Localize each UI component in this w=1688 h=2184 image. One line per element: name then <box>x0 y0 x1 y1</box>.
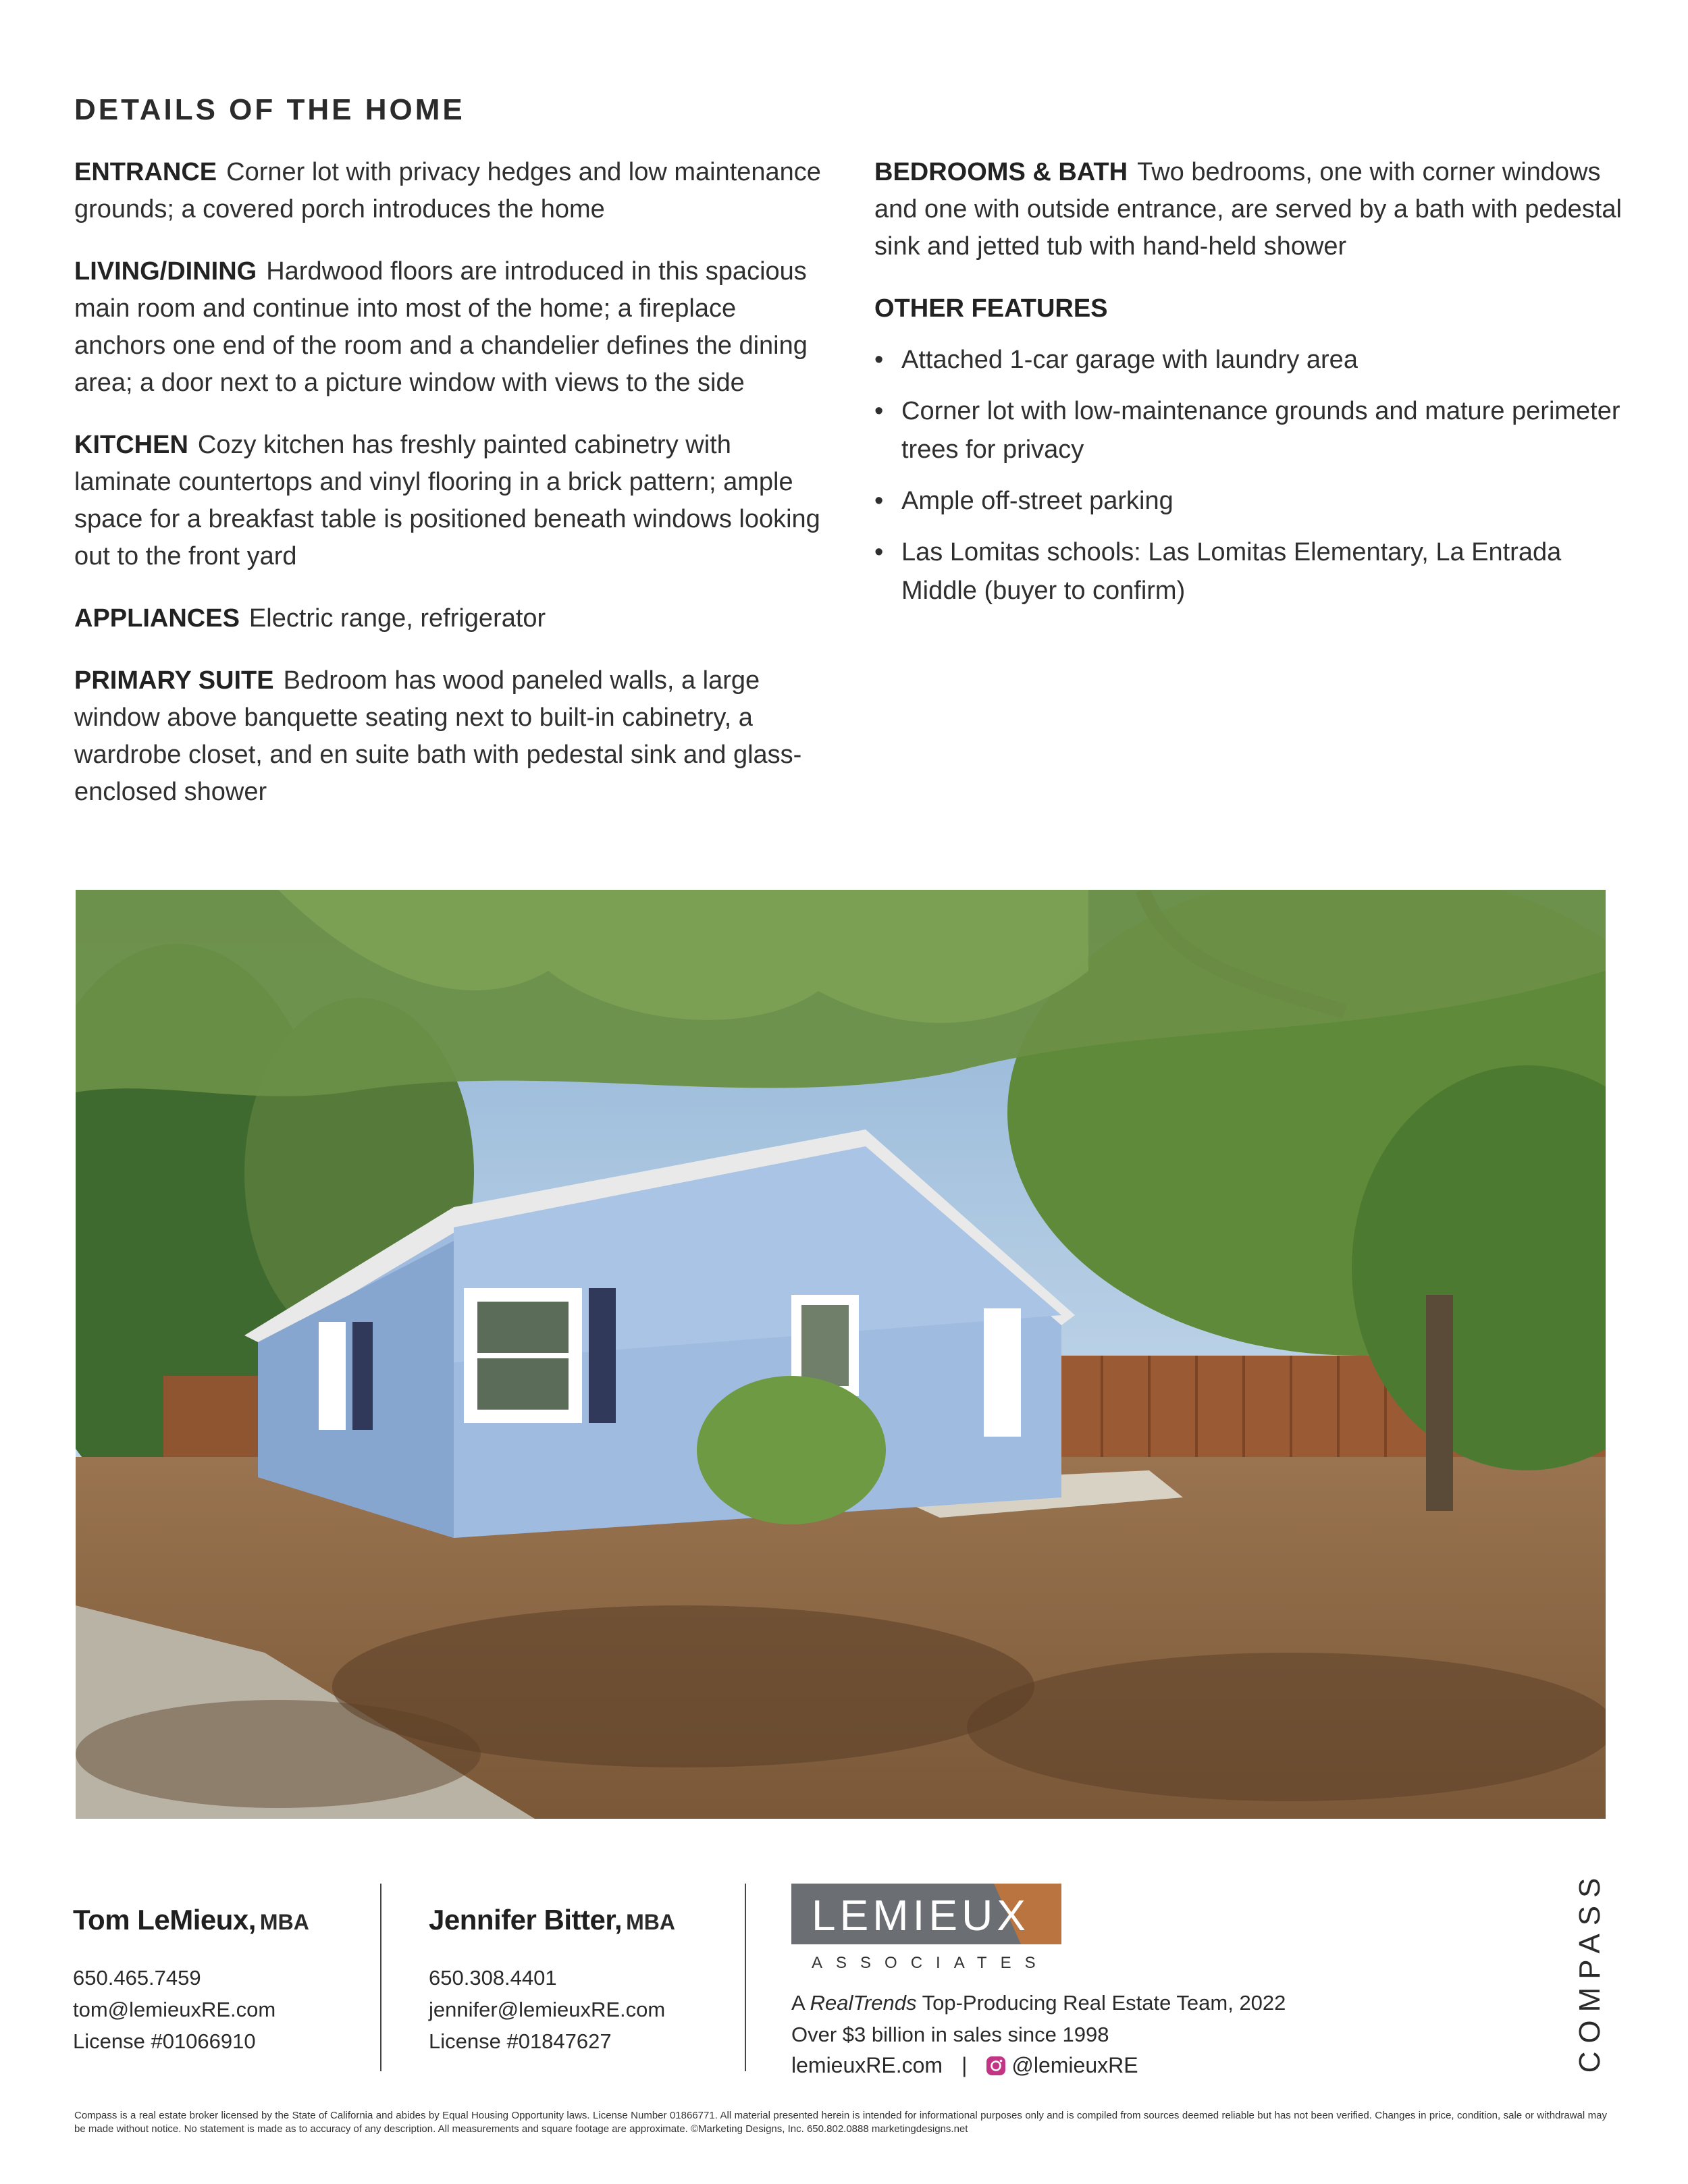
features-list <box>874 341 1631 610</box>
brokerage-name: COMPASS <box>1573 1869 1606 2073</box>
detail-text: Electric range, refrigerator <box>248 604 546 633</box>
detail-living-dining <box>74 253 830 402</box>
agent-card <box>73 1904 309 2057</box>
detail-kitchen <box>74 427 830 575</box>
agent-phone[interactable]: 650.308.4401 <box>429 1966 557 1990</box>
section-title: DETAILS OF THE HOME <box>74 93 465 126</box>
team-logo <box>791 1884 1061 1973</box>
detail-lead: PRIMARY SUITE <box>74 666 274 695</box>
detail-text: Cozy kitchen has freshly painted cabinetry with laminate countertops and vinyl flooring in a brick pattern; ample space for a breakfast table is positioned beneath windows looking out to the front yard <box>74 431 820 570</box>
agent-credential: MBA <box>626 1910 675 1934</box>
feature-text: Las Lomitas schools: Las Lomitas Elementary, La Entrada Middle (buyer to confirm) <box>901 538 1562 605</box>
tagline-rest: Top-Producing Real Estate Team, 2022 <box>922 1991 1286 2015</box>
detail-text: Two bedrooms, one with corner windows and one with outside entrance, are served by a bath with pedestal sink and jetted tub with hand-held shower <box>874 158 1622 261</box>
agent-license: License #01847627 <box>429 2029 612 2053</box>
detail-lead: ENTRANCE <box>74 158 217 186</box>
detail-primary-suite <box>74 662 830 811</box>
detail-lead: LIVING/DINING <box>74 257 257 286</box>
instagram-handle[interactable]: @lemieuxRE <box>1011 2053 1138 2077</box>
agent-name-line <box>429 1904 675 1936</box>
team-sales: Over $3 billion in sales since 1998 <box>791 2023 1109 2046</box>
team-contact-row <box>791 2053 1138 2078</box>
logo-badge <box>791 1884 1061 1944</box>
agent-contact <box>73 1962 309 2057</box>
team-tagline <box>791 1987 1286 2019</box>
bullet-icon: • <box>874 397 884 425</box>
list-item <box>874 392 1631 469</box>
agent-card <box>429 1904 675 2057</box>
details-right-column <box>874 154 1631 623</box>
separator: | <box>961 2053 968 2077</box>
agent-phone[interactable]: 650.465.7459 <box>73 1966 201 1990</box>
feature-text: Attached 1-car garage with laundry area <box>901 346 1358 374</box>
detail-text: Hardwood floors are introduced in this spacious main room and continue into most of the home; a fireplace anchors one end of the room and a chandelier defines the dining area; a door next to a picture window with views to the side <box>74 257 808 397</box>
brokerage-logo <box>1570 1869 1610 2073</box>
details-left-column <box>74 154 830 836</box>
feature-text: Corner lot with low-maintenance grounds and mature perimeter trees for privacy <box>901 397 1620 464</box>
agent-license: License #01066910 <box>73 2029 256 2053</box>
tagline-brand: RealTrends <box>810 1991 917 2015</box>
detail-text: Bedroom has wood paneled walls, a large window above banquette seating next to built-in cabinetry, a wardrobe closet, and en suite bath with pedestal sink and glass-enclosed shower <box>74 666 802 806</box>
divider <box>380 1884 381 2071</box>
divider <box>745 1884 746 2071</box>
agent-email[interactable]: jennifer@lemieuxRE.com <box>429 1998 666 2021</box>
property-photo <box>76 890 1606 1819</box>
agent-contact <box>429 1962 675 2057</box>
agent-email[interactable]: tom@lemieuxRE.com <box>73 1998 276 2021</box>
agent-credential: MBA <box>259 1910 309 1934</box>
feature-text: Ample off-street parking <box>901 487 1173 515</box>
website-link[interactable]: lemieuxRE.com <box>791 2053 943 2077</box>
detail-bedrooms-bath <box>874 154 1631 265</box>
detail-entrance <box>74 154 830 228</box>
instagram-icon <box>986 2056 1006 2076</box>
bullet-icon: • <box>874 538 884 566</box>
detail-appliances <box>74 600 830 637</box>
other-features-heading: OTHER FEATURES <box>874 294 1108 323</box>
detail-lead: KITCHEN <box>74 431 188 459</box>
agent-name-line <box>73 1904 309 1936</box>
team-info <box>791 1987 1286 2050</box>
logo-wordmark: LEMIEUX <box>812 1891 1030 1940</box>
detail-text: Corner lot with privacy hedges and low maintenance grounds; a covered porch introduces the home <box>74 158 821 223</box>
bullet-icon: • <box>874 487 884 515</box>
bullet-icon: • <box>874 346 884 374</box>
tagline-prefix: A <box>791 1991 804 2015</box>
detail-lead: BEDROOMS & BATH <box>874 158 1128 186</box>
legal-disclaimer: Compass is a real estate broker licensed by the State of California and abides by Equal Housing Opportunity laws. License Number 01866771. All material presented herein is intended for informational purposes only and is compiled from sources deemed reliable but has not been verified. Changes in price, condition, sale or withdrawal may be made without notice. No statement is made as to accuracy of any description. All measurements and square footage are approximate. ©Marketing Designs, Inc. 650.802.0888 marketingdesigns.net <box>74 2110 1607 2135</box>
list-item <box>874 533 1631 610</box>
logo-subtitle: ASSOCIATES <box>812 1954 1049 1972</box>
agent-name: Jennifer Bitter, <box>429 1904 623 1936</box>
agent-name: Tom LeMieux, <box>73 1904 256 1936</box>
house-backyard-illustration <box>76 890 1606 1819</box>
detail-lead: APPLIANCES <box>74 604 240 633</box>
list-item <box>874 482 1631 521</box>
list-item <box>874 341 1631 379</box>
